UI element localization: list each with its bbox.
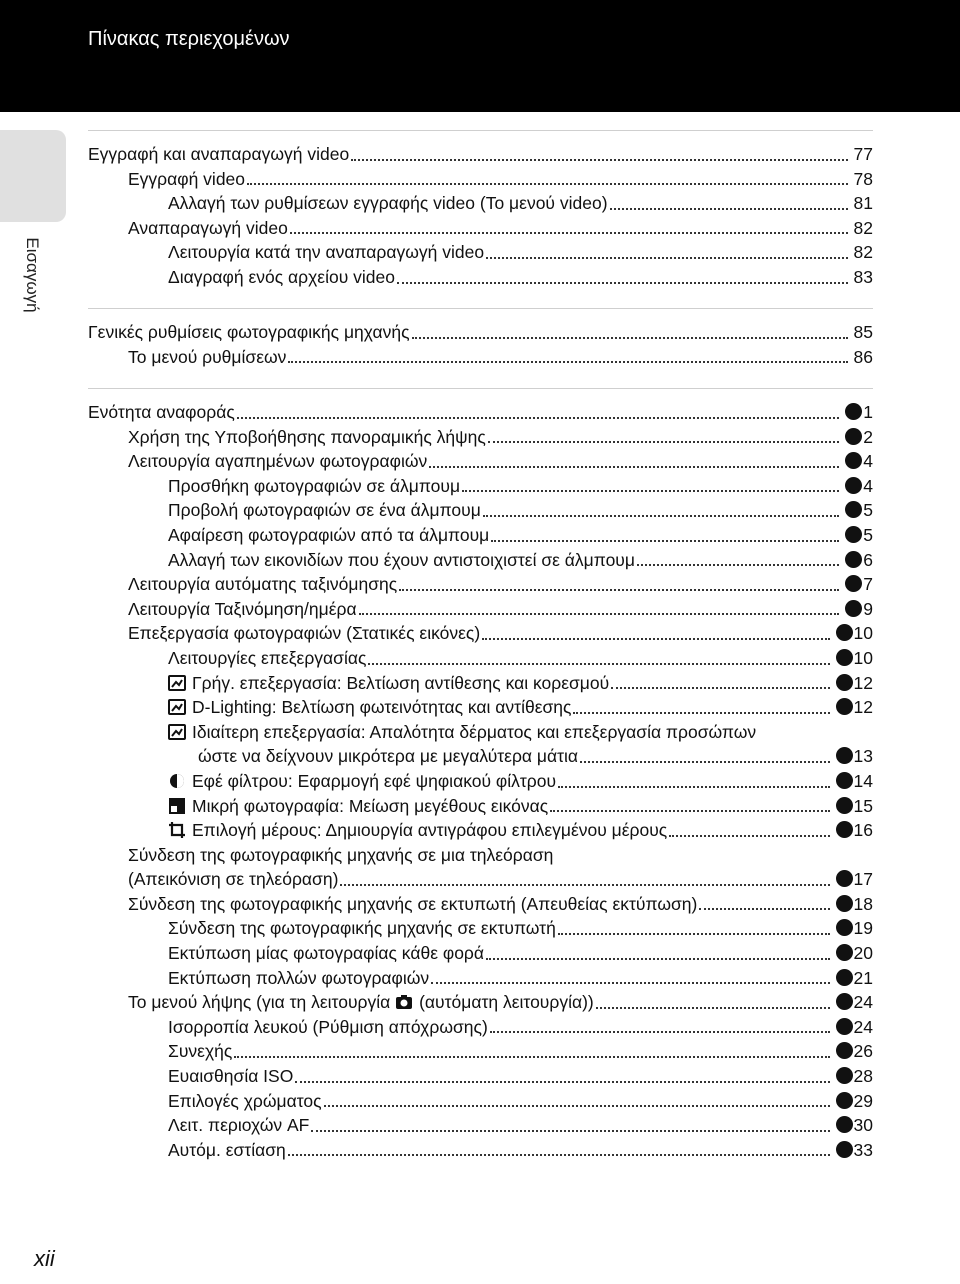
- leader-dots: [550, 810, 829, 812]
- toc-entry-title: [88, 142, 349, 167]
- toc-entry-title: [168, 1138, 286, 1163]
- toc-entry-text: Εγγραφή και αναπαραγωγή video: [88, 144, 350, 164]
- leader-dots: [288, 1154, 830, 1156]
- toc-entry-title: [168, 240, 484, 265]
- toc-entry-continuation-text: ώστε να δείχνουν μικρότερα με μεγαλύτερα μάτια: [198, 746, 579, 767]
- section-divider: [88, 308, 873, 309]
- toc-page-number: 17: [853, 869, 873, 890]
- toc-entry[interactable]: [88, 1015, 873, 1040]
- toc-page-ref: [836, 621, 873, 646]
- toc-entry-text: Σύνδεση της φωτογραφικής μηχανής σε εκτυπωτή: [168, 918, 556, 939]
- toc-page-ref: [845, 548, 873, 573]
- toc-page-ref: [845, 474, 873, 499]
- toc-entry[interactable]: [88, 572, 873, 597]
- toc-page-ref: [836, 941, 873, 966]
- reference-section-icon: [836, 624, 853, 641]
- toc-entry-text: Λειτ. περιοχών AF: [168, 1115, 310, 1136]
- toc-entry[interactable]: [88, 167, 873, 192]
- toc-page-number: 28: [853, 1066, 873, 1087]
- reference-section-icon: [836, 772, 853, 789]
- header-bar: [0, 0, 960, 112]
- toc-page-number: 10: [853, 647, 873, 668]
- toc-entry-title: [128, 843, 553, 868]
- toc-entry[interactable]: [88, 449, 873, 474]
- toc-page-number: 20: [853, 943, 873, 964]
- reference-section-icon: [836, 821, 853, 838]
- reference-section-icon: [845, 600, 862, 617]
- toc-page-ref: [845, 597, 873, 622]
- reference-section-icon: [836, 1018, 853, 1035]
- toc-page-number: 7: [863, 574, 873, 595]
- toc-entry[interactable]: [88, 320, 873, 345]
- toc-entry[interactable]: [88, 597, 873, 622]
- toc-entry-text: Αυτόμ. εστίαση: [168, 1139, 286, 1160]
- toc-page-ref: [845, 425, 873, 450]
- toc-page-number: 4: [863, 475, 873, 496]
- toc-entry-title: [168, 1064, 293, 1089]
- reference-section-icon: [836, 969, 853, 986]
- toc-entry-title: [168, 523, 489, 548]
- reference-section-icon: [836, 1092, 853, 1109]
- leader-dots: [483, 515, 839, 517]
- filter-effects-icon: [168, 772, 186, 790]
- toc-entry-text: Αναπαραγωγή video: [128, 217, 288, 238]
- toc-entry-text: Διαγραφή ενός αρχείου video: [168, 266, 395, 287]
- reference-section-icon: [845, 526, 862, 543]
- toc-entry-title: [128, 167, 245, 192]
- toc-entry-text: Χρήση της Υποβοήθησης πανοραμικής λήψης: [128, 426, 486, 447]
- toc-entry-title: [168, 720, 756, 745]
- reference-section-icon: [845, 477, 862, 494]
- toc-entry-title: [168, 1113, 309, 1138]
- toc-entry-text: Το μενού λήψης (για τη λειτουργία: [128, 992, 391, 1013]
- toc-entry-title: [168, 966, 429, 991]
- toc-entry[interactable]: [88, 548, 873, 573]
- section-divider: [88, 130, 873, 131]
- toc-entry-title: [168, 1015, 488, 1040]
- toc-page-number: 24: [853, 1016, 873, 1037]
- toc-entry-text: Εκτύπωση πολλών φωτογραφιών: [168, 967, 430, 988]
- toc-entry-title: [168, 548, 635, 573]
- toc-page-number: 14: [853, 770, 873, 791]
- toc-page-ref: [836, 990, 873, 1015]
- reference-section-icon: [836, 674, 853, 691]
- toc-page-number: 5: [863, 524, 873, 545]
- toc-entry[interactable]: [88, 794, 873, 819]
- leader-dots: [490, 1031, 830, 1033]
- toc-entry[interactable]: [88, 345, 873, 370]
- toc-page-number: 82: [853, 242, 873, 263]
- toc-entry-text-after: (αυτόματη λειτουργία)): [419, 992, 594, 1013]
- toc-entry-text: Λειτουργία αυτόματης ταξινόμησης: [128, 574, 398, 595]
- reference-section-icon: [836, 870, 853, 887]
- toc-page-ref: [845, 498, 873, 523]
- leader-dots: [399, 589, 839, 591]
- toc-entry-title: [168, 1039, 232, 1064]
- leader-dots: [610, 208, 848, 210]
- reference-section-icon: [836, 895, 853, 912]
- toc-entry-title: [168, 474, 460, 499]
- toc-entry[interactable]: [88, 1064, 873, 1089]
- toc-page-number: 78: [853, 168, 873, 189]
- toc-page-ref: [854, 345, 873, 370]
- toc-page-number: 83: [853, 266, 873, 287]
- leader-dots: [486, 257, 847, 259]
- reference-section-icon: [836, 993, 853, 1010]
- toc-entry-continuation-text: (Απεικόνιση σε τηλεόραση): [128, 869, 339, 890]
- reference-section-icon: [845, 428, 862, 445]
- toc-page-number: 1: [863, 402, 873, 422]
- toc-entry-text: Το μενού ρυθμίσεων: [128, 346, 287, 367]
- toc-page-number: 5: [863, 500, 873, 521]
- toc-page-ref: [836, 892, 873, 917]
- toc-entry-title: [168, 1089, 322, 1114]
- toc-section-settings: [88, 320, 873, 369]
- leader-dots: [488, 441, 839, 443]
- toc-page-ref: [836, 1089, 873, 1114]
- toc-page-ref: [836, 916, 873, 941]
- toc-entry-continuation[interactable]: [88, 867, 873, 892]
- toc-entry[interactable]: [88, 621, 873, 646]
- toc-entry-text: Προβολή φωτογραφιών σε ένα άλμπουμ: [168, 500, 481, 521]
- toc-entry-title: [168, 818, 667, 843]
- toc-entry-text: Προσθήκη φωτογραφιών σε άλμπουμ: [168, 475, 461, 496]
- toc-page-ref: [854, 142, 873, 167]
- leader-dots: [237, 417, 839, 419]
- leader-dots: [295, 1081, 829, 1083]
- toc-page-ref: [836, 966, 873, 991]
- toc-entry-title: [128, 621, 480, 646]
- toc-entry-text: Γρήγ. επεξεργασία: Βελτίωση αντίθεσης και κορεσμού: [192, 672, 610, 693]
- leader-dots: [558, 786, 829, 788]
- toc-entry[interactable]: [88, 646, 873, 671]
- toc-entry-text: Ιδιαίτερη επεξεργασία: Απαλότητα δέρματος και επεξεργασία προσώπων: [192, 721, 757, 742]
- toc-section-video: [88, 142, 873, 290]
- toc-entry[interactable]: [88, 843, 873, 868]
- leader-dots: [491, 540, 839, 542]
- side-tab-label: Εισαγωγή: [23, 237, 42, 313]
- toc-entry-title: [128, 216, 288, 241]
- side-tab[interactable]: [0, 130, 66, 222]
- leader-dots: [558, 933, 830, 935]
- toc-entry-title: [88, 320, 410, 345]
- leader-dots: [596, 1007, 830, 1009]
- leader-dots: [431, 982, 829, 984]
- leader-dots: [359, 613, 840, 615]
- toc-entry-text: Αλλαγή των ρυθμίσεων εγγραφής video (Το μενού video): [168, 193, 608, 214]
- toc-page-number: 2: [863, 426, 873, 447]
- toc-page-ref: [854, 191, 873, 216]
- toc-entry[interactable]: [88, 941, 873, 966]
- page-title: Πίνακας περιεχομένων: [88, 28, 290, 50]
- camera-auto-icon: [395, 993, 413, 1011]
- page-number: xii: [34, 1246, 55, 1271]
- toc-entry[interactable]: [88, 142, 873, 167]
- toc-page-ref: [845, 523, 873, 548]
- toc-section-reference: [88, 400, 873, 1162]
- toc-entry-text: Συνεχής: [168, 1041, 233, 1062]
- toc-entry-title: [168, 941, 484, 966]
- toc-page-number: 81: [853, 193, 873, 214]
- toc-entry[interactable]: [88, 191, 873, 216]
- toc-page-ref: [836, 1113, 873, 1138]
- toc-entry-text: Ενότητα αναφοράς: [88, 402, 235, 422]
- toc-page-ref: [836, 1138, 873, 1163]
- leader-dots: [637, 564, 839, 566]
- toc-entry-title: [168, 646, 366, 671]
- toc-entry-text: Λειτουργίες επεξεργασίας: [168, 647, 367, 668]
- toc-entry[interactable]: [88, 769, 873, 794]
- toc-page-ref: [854, 265, 873, 290]
- toc-entry-title: [168, 498, 481, 523]
- toc-entry[interactable]: [88, 1138, 873, 1163]
- leader-dots: [462, 490, 839, 492]
- leader-dots: [397, 282, 848, 284]
- toc-entry[interactable]: [88, 240, 873, 265]
- toc-page-ref: [836, 1039, 873, 1064]
- toc-page-number: 15: [853, 795, 873, 816]
- leader-dots: [290, 232, 848, 234]
- toc-page-ref: [854, 167, 873, 192]
- toc-entry-title: [168, 671, 609, 696]
- toc-entry[interactable]: [88, 916, 873, 941]
- quick-retouch-icon: [168, 674, 186, 692]
- toc-page-ref: [836, 1064, 873, 1089]
- reference-section-icon: [836, 1042, 853, 1059]
- toc-page-number: 12: [853, 697, 873, 718]
- toc-page-ref: [836, 794, 873, 819]
- toc-entry[interactable]: [88, 1039, 873, 1064]
- toc-entry-text: Αφαίρεση φωτογραφιών από τα άλμπουμ: [168, 524, 490, 545]
- toc-entry-title: [88, 400, 235, 425]
- toc-entry-text: Μικρή φωτογραφία: Μείωση μεγέθους εικόνας: [192, 795, 549, 816]
- toc-entry-text: Σύνδεση της φωτογραφικής μηχανής σε εκτυπωτή (Απευθείας εκτύπωση): [128, 893, 698, 914]
- leader-dots: [340, 884, 829, 886]
- toc-entry[interactable]: [88, 523, 873, 548]
- toc-entry[interactable]: [88, 265, 873, 290]
- section-divider: [88, 388, 873, 389]
- toc-entry-title: [128, 572, 397, 597]
- toc-page-ref: [854, 240, 873, 265]
- toc-entry[interactable]: [88, 695, 873, 720]
- reference-section-icon: [845, 452, 862, 469]
- toc-entry-title: [128, 892, 697, 917]
- toc-page-number: 26: [853, 1041, 873, 1062]
- toc-entry-text: Εφέ φίλτρου: Εφαρμογή εφέ ψηφιακού φίλτρου: [192, 770, 557, 791]
- toc-entry-title: [128, 990, 594, 1015]
- leader-dots: [311, 1130, 829, 1132]
- toc-entry[interactable]: [88, 818, 873, 843]
- toc-page-number: 85: [853, 322, 873, 342]
- leader-dots: [247, 183, 848, 185]
- toc-page-ref: [854, 216, 873, 241]
- reference-section-icon: [845, 403, 862, 420]
- toc-page-number: 16: [853, 820, 873, 841]
- leader-dots: [368, 663, 829, 665]
- toc-page-number: 4: [863, 451, 873, 472]
- glamour-retouch-icon: [168, 723, 186, 741]
- toc-entry-text: Λειτουργία κατά την αναπαραγωγή video: [168, 242, 485, 263]
- toc-entry-text: Επεξεργασία φωτογραφιών (Στατικές εικόνες): [128, 623, 481, 644]
- toc-page-ref: [836, 695, 873, 720]
- toc-page-ref: [845, 449, 873, 474]
- reference-section-icon: [836, 747, 853, 764]
- toc-page-number: 12: [853, 672, 873, 693]
- leader-dots: [412, 337, 848, 339]
- toc-page-number: 86: [853, 346, 873, 367]
- toc-page-number: 9: [863, 598, 873, 619]
- toc-page-number: 24: [853, 992, 873, 1013]
- toc-page-ref: [836, 1015, 873, 1040]
- leader-dots: [669, 835, 829, 837]
- toc-page-number: 29: [853, 1090, 873, 1111]
- toc-page-number: 77: [853, 144, 873, 164]
- toc-entry[interactable]: [88, 474, 873, 499]
- toc-entry-continuation[interactable]: [88, 744, 873, 769]
- reference-section-icon: [836, 698, 853, 715]
- leader-dots: [234, 1056, 829, 1058]
- toc-entry-title: [128, 597, 357, 622]
- leader-dots: [324, 1105, 830, 1107]
- toc-page-number: 30: [853, 1115, 873, 1136]
- leader-dots: [573, 712, 829, 714]
- toc-entry[interactable]: [88, 400, 873, 425]
- leader-dots: [580, 761, 830, 763]
- toc-page-ref: [836, 646, 873, 671]
- reference-section-icon: [845, 551, 862, 568]
- toc-page-ref: [854, 320, 873, 345]
- toc-entry-text: Ισορροπία λευκού (Ρύθμιση απόχρωσης): [168, 1016, 488, 1037]
- toc-entry[interactable]: [88, 720, 873, 745]
- reference-section-icon: [836, 1067, 853, 1084]
- toc-entry-title: [168, 265, 395, 290]
- toc-entry-text: Επιλογή μέρους: Δημιουργία αντιγράφου επιλεγμένου μέρους: [192, 820, 668, 841]
- d-lighting-icon: [168, 698, 186, 716]
- toc-entry-title: [168, 191, 608, 216]
- toc-entry-text: Λειτουργία αγαπημένων φωτογραφιών: [128, 451, 428, 472]
- toc-page-number: 10: [853, 623, 873, 644]
- leader-dots: [482, 638, 829, 640]
- toc-entry[interactable]: [88, 671, 873, 696]
- reference-section-icon: [836, 919, 853, 936]
- toc-entry-title: [168, 794, 548, 819]
- toc-page-ref: [836, 744, 873, 769]
- toc-entry[interactable]: [88, 498, 873, 523]
- toc-page-number: 82: [853, 217, 873, 238]
- reference-section-icon: [836, 649, 853, 666]
- toc-entry[interactable]: [88, 966, 873, 991]
- leader-dots: [288, 361, 847, 363]
- toc-entry-title: [128, 345, 286, 370]
- toc-entry-text: Εγγραφή video: [128, 168, 246, 189]
- toc-entry-text: Εκτύπωση μίας φωτογραφίας κάθε φορά: [168, 943, 485, 964]
- toc-page-number: 33: [853, 1139, 873, 1160]
- reference-section-icon: [836, 797, 853, 814]
- leader-dots: [429, 466, 839, 468]
- toc-entry-text: Ευαισθησία ISO: [168, 1066, 294, 1087]
- reference-section-icon: [836, 1116, 853, 1133]
- crop-icon: [168, 821, 186, 839]
- reference-section-icon: [845, 575, 862, 592]
- toc-entry[interactable]: [88, 1089, 873, 1114]
- toc-page-number: 13: [853, 746, 873, 767]
- toc-page-ref: [836, 769, 873, 794]
- toc-entry-text: Λειτουργία Ταξινόμηση/ημέρα: [128, 598, 357, 619]
- leader-dots: [611, 687, 829, 689]
- toc-entry-text: Επιλογές χρώματος: [168, 1090, 322, 1111]
- toc-entry-title: [168, 769, 556, 794]
- reference-section-icon: [845, 501, 862, 518]
- toc-entry-title: [128, 425, 486, 450]
- toc-entry-text: Γενικές ρυθμίσεις φωτογραφικής μηχανής: [88, 322, 410, 342]
- toc-page-number: 19: [853, 918, 873, 939]
- toc-page-number: 18: [853, 893, 873, 914]
- toc-page-ref: [845, 572, 873, 597]
- toc-page-ref: [845, 400, 873, 425]
- toc-page-ref: [836, 818, 873, 843]
- toc-entry-text: Αλλαγή των εικονιδίων που έχουν αντιστοιχιστεί σε άλμπουμ: [168, 549, 635, 570]
- toc-page-ref: [836, 867, 873, 892]
- toc-entry-text: D-Lighting: Βελτίωση φωτεινότητας και αντίθεσης: [192, 697, 572, 718]
- reference-section-icon: [836, 1141, 853, 1158]
- toc-entry-title: [168, 916, 556, 941]
- leader-dots: [351, 159, 847, 161]
- toc-page-number: 6: [863, 549, 873, 570]
- toc-entry-text: Σύνδεση της φωτογραφικής μηχανής σε μια τηλεόραση: [128, 844, 554, 865]
- toc-entry[interactable]: [88, 216, 873, 241]
- small-picture-icon: [168, 797, 186, 815]
- toc-page-ref: [836, 671, 873, 696]
- leader-dots: [486, 958, 830, 960]
- toc-entry[interactable]: [88, 990, 873, 1015]
- toc-entry[interactable]: [88, 892, 873, 917]
- toc-entry[interactable]: [88, 1113, 873, 1138]
- toc-entry-title: [128, 449, 427, 474]
- toc-entry-title: [168, 695, 571, 720]
- reference-section-icon: [836, 944, 853, 961]
- toc-page-number: 21: [853, 967, 873, 988]
- leader-dots: [699, 908, 829, 910]
- toc-entry[interactable]: [88, 425, 873, 450]
